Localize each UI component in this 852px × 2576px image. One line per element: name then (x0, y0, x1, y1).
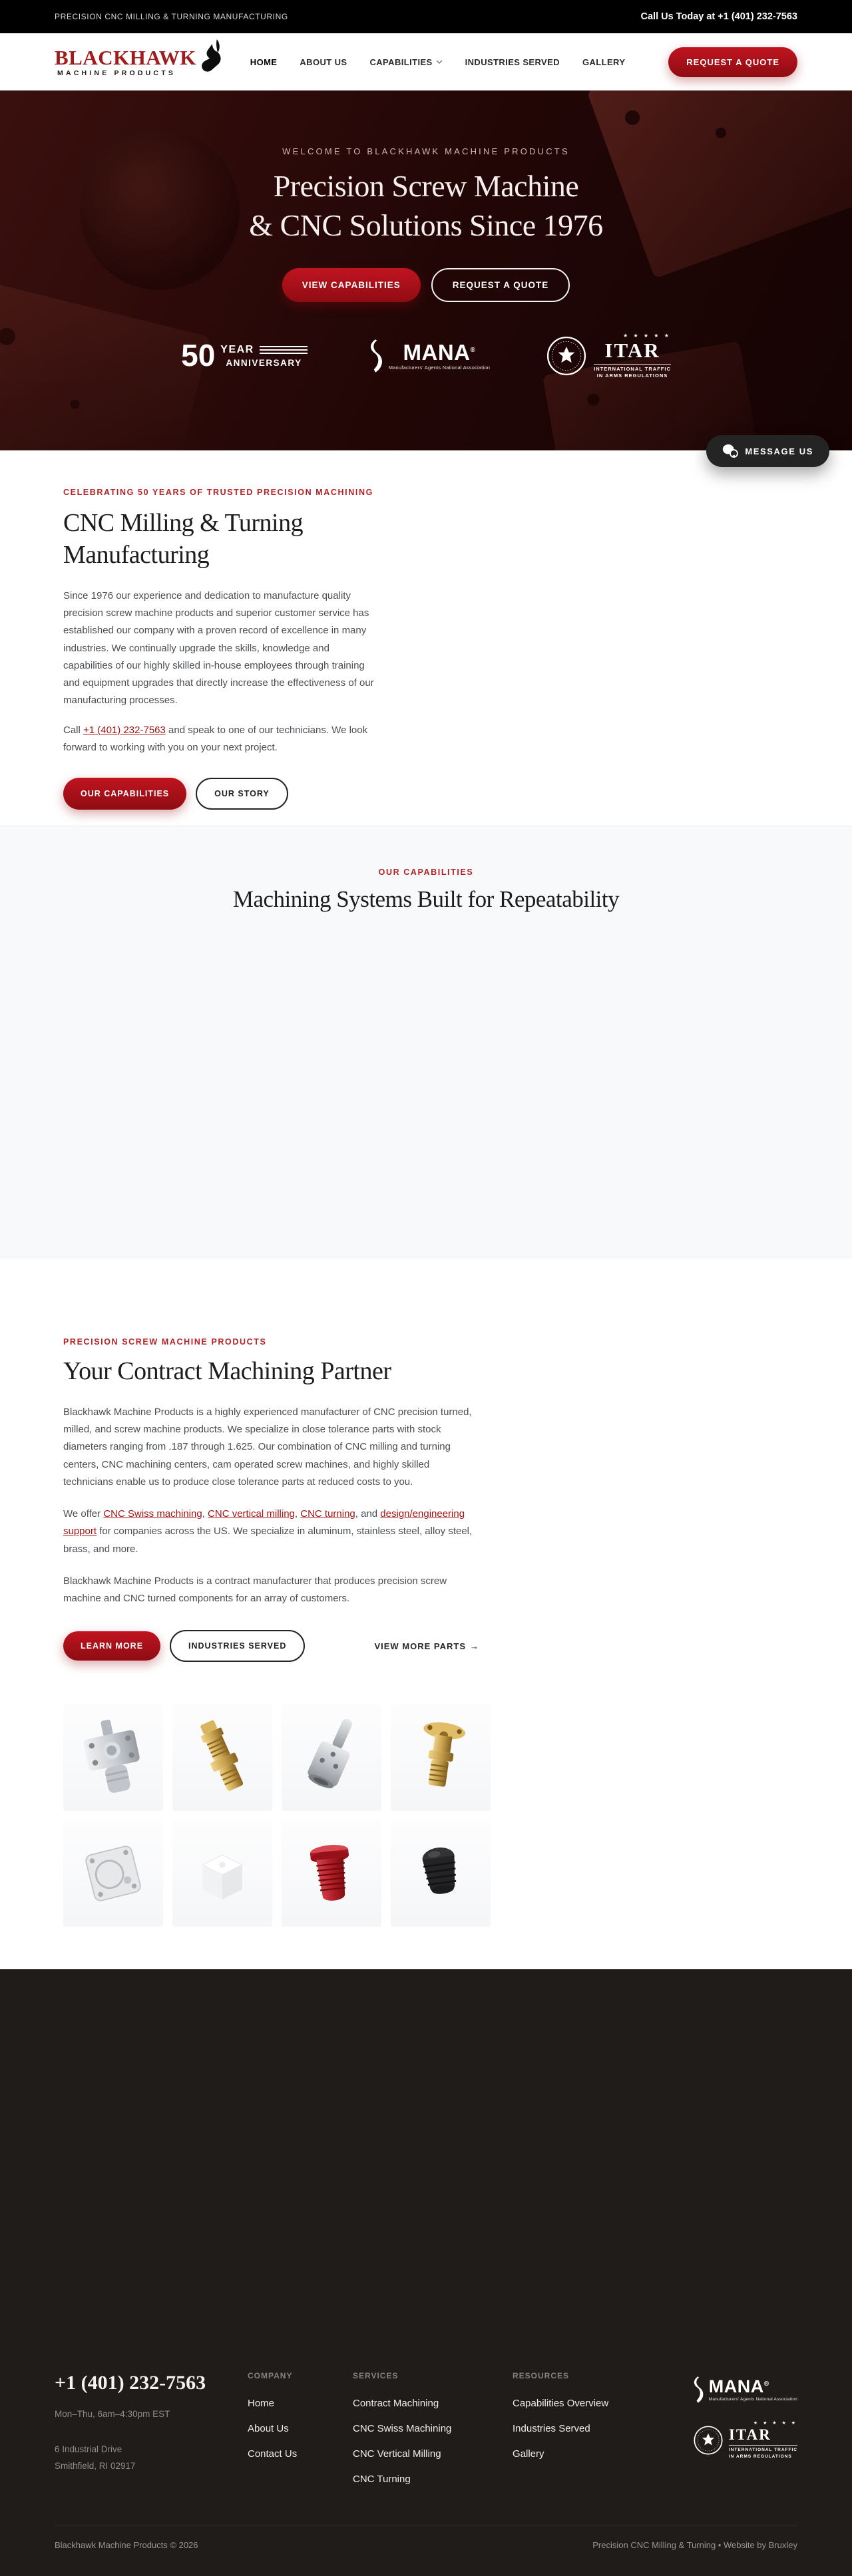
footer-company-heading: COMPANY (248, 2371, 293, 2380)
site-tagline: PRECISION CNC MILLING & TURNING MANUFACTURING (55, 12, 288, 21)
hero-section (0, 90, 852, 450)
cnc-swiss-machining-link[interactable]: CNC Swiss machining (103, 1508, 202, 1520)
footer-column-resources (513, 2372, 679, 2499)
mana-swoosh-icon (688, 2376, 704, 2404)
top-bar (0, 0, 852, 33)
message-us-label: MESSAGE US (745, 446, 813, 456)
footer-link-cnc-swiss-machining[interactable]: CNC Swiss Machining (353, 2423, 452, 2434)
copyright-text: Blackhawk Machine Products © 2026 (55, 2540, 198, 2550)
hero-title-line2: & CNC Solutions Since 1976 (249, 208, 603, 242)
footer-contact-block (55, 2372, 248, 2499)
itar-seal-icon (546, 335, 587, 377)
hero-request-a-quote-button[interactable]: REQUEST A QUOTE (431, 268, 570, 302)
brand-logo[interactable] (55, 44, 226, 80)
partner-paragraph-3: Blackhawk Machine Products is a contract manufacturer that produces precision screw machine and CNC turned components for an array of customers. (63, 1575, 447, 1605)
hero-eyebrow: WELCOME TO BLACKHAWK MACHINE PRODUCTS (282, 146, 570, 156)
partner-paragraph-1: Blackhawk Machine Products is a highly experienced manufacturer of CNC precision turned, milled, and screw machine products. We specialize in close tolerance parts with stock diameters ranging from .187 through 1.625. Our combination of CNC milling and turning centers, CNC machining centers, cam operated screw machines, and highly skilled technicians enable us to produce close tolerance parts at reduced costs to you. (63, 1406, 472, 1488)
footer-resources-heading: RESOURCES (513, 2371, 570, 2380)
anniversary-number: 50 (181, 338, 216, 373)
partner-eyebrow: PRECISION SCREW MACHINE PRODUCTS (63, 1337, 267, 1347)
design-engineering-support-link[interactable]: design/engineering support (63, 1508, 465, 1537)
itar-subtitle-line2: IN ARMS REGULATIONS (728, 2454, 792, 2459)
footer-mana-logo (688, 2376, 797, 2404)
intro-paragraph: Since 1976 our experience and dedication to manufacture quality precision screw machine products and superior customer service has established our company with a proven record of excellence in many industries. We continually upgrade the skills, knowledge and capabilities of our highly skilled in-house employees through training and equipment upgrades that directly increase the effectiveness of our manufacturing processes. (63, 589, 374, 707)
product-image-red-threaded-cap (282, 1820, 381, 1927)
mana-tagline: Manufacturers' Agents National Association (388, 365, 491, 371)
nav-item-about-us[interactable]: ABOUT US (300, 57, 347, 67)
footer-bottom-bar (55, 2525, 797, 2550)
partner-paragraph-2: We offer CNC Swiss machining, CNC vertical milling, CNC turning, and design/engineering support for companies across the US. We specialize in aluminum, stainless steel, alloy steel, brass, and more. (63, 1508, 473, 1555)
our-story-button[interactable]: OUR STORY (196, 778, 288, 810)
footer-phone-link[interactable]: +1 (401) 232-7563 (55, 2372, 206, 2394)
nav-item-capabilities[interactable]: CAPABILITIES (369, 57, 442, 67)
footer-column-services (353, 2372, 513, 2499)
footer-link-contact-us[interactable]: Contact Us (248, 2448, 298, 2460)
itar-wordmark: ITAR (728, 2426, 771, 2444)
call-label: Call Us Today at (640, 11, 718, 22)
product-image-brass-threaded-fitting (172, 1704, 272, 1811)
mana-wordmark: MANA® (708, 2376, 769, 2396)
credit-text: Precision CNC Milling & Turning • Website by Bruxley (592, 2540, 797, 2550)
intro-eyebrow: CELEBRATING 50 YEARS OF TRUSTED PRECISION MACHINING (63, 488, 373, 497)
view-capabilities-button[interactable]: VIEW CAPABILITIES (282, 268, 421, 302)
footer-itar-logo (693, 2421, 797, 2459)
product-image-aluminum-mounting-plate (63, 1820, 163, 1927)
intro-title: CNC Milling & Turning Manufacturing (63, 509, 304, 569)
cnc-turning-link[interactable]: CNC turning (300, 1508, 355, 1520)
cnc-milling-intro-section (0, 450, 852, 826)
footer-link-capabilities-overview[interactable]: Capabilities Overview (513, 2398, 609, 2409)
itar-seal-icon (693, 2425, 724, 2456)
request-a-quote-button[interactable]: REQUEST A QUOTE (668, 47, 797, 77)
footer-link-cnc-turning[interactable]: CNC Turning (353, 2474, 411, 2485)
itar-stars: ★ ★ ★ ★ ★ (753, 2421, 797, 2426)
cnc-vertical-milling-link[interactable]: CNC vertical milling (208, 1508, 295, 1520)
partner-title: Your Contract Machining Partner (63, 1357, 391, 1385)
footer-link-gallery[interactable]: Gallery (513, 2448, 544, 2460)
footer-column-company (248, 2372, 353, 2499)
footer-grid (0, 2372, 852, 2499)
hero-title-line1: Precision Screw Machine (273, 169, 579, 203)
footer-address-line1: 6 Industrial Drive (55, 2444, 122, 2454)
call-us-today (641, 11, 797, 22)
itar-subtitle-line1: INTERNATIONAL TRAFFIC (594, 364, 671, 373)
itar-subtitle-line1: INTERNATIONAL TRAFFIC (729, 2445, 797, 2452)
phone-link[interactable]: +1 (401) 232-7563 (83, 724, 166, 736)
our-capabilities-button[interactable]: OUR CAPABILITIES (63, 778, 186, 810)
intro-buttons (63, 778, 852, 810)
footer-link-about-us[interactable]: About Us (248, 2423, 289, 2434)
mana-wordmark: MANA® (403, 340, 476, 365)
view-more-parts-link[interactable]: VIEW MORE PARTS → (374, 1641, 479, 1651)
anniversary-lines-icon (260, 346, 308, 354)
intro-call-paragraph: Call +1 (401) 232-7563 and speak to one of our technicians. We look forward to working with you on your next project. (63, 724, 368, 753)
partner-buttons (63, 1630, 479, 1662)
chat-bubbles-icon (722, 444, 738, 458)
capabilities-eyebrow: OUR CAPABILITIES (378, 868, 474, 877)
nav-menu (250, 57, 626, 67)
itar-logo-badge (546, 333, 671, 379)
product-image-white-plastic-block (172, 1820, 272, 1927)
product-grid (63, 1704, 491, 1927)
industries-served-button[interactable]: INDUSTRIES SERVED (170, 1630, 305, 1662)
nav-item-industries-served[interactable]: INDUSTRIES SERVED (465, 57, 560, 67)
footer-services-heading: SERVICES (353, 2371, 399, 2380)
topbar-phone-link[interactable]: +1 (401) 232-7563 (718, 11, 797, 22)
anniversary-year-label: YEAR (220, 343, 254, 355)
footer-address-line2: Smithfield, RI 02917 (55, 2460, 136, 2471)
hero-buttons (0, 268, 852, 302)
main-navigation (0, 33, 852, 90)
mana-tagline: Manufacturers' Agents National Association (708, 2396, 797, 2402)
arrow-right-icon: → (470, 1641, 479, 1651)
product-image-brass-flange-fitting (391, 1704, 491, 1811)
mana-swoosh-icon (363, 339, 383, 373)
footer-section (0, 1969, 852, 2576)
brand-text (55, 47, 196, 77)
capabilities-title: Machining Systems Built for Repeatability (232, 886, 620, 912)
footer-address (55, 2442, 248, 2475)
footer-link-cnc-vertical-milling[interactable]: CNC Vertical Milling (353, 2448, 441, 2460)
contract-machining-section (0, 1257, 852, 1969)
anniversary-label: ANNIVERSARY (226, 357, 302, 368)
itar-wordmark: ITAR (604, 338, 660, 362)
product-image-steel-adapter-sleeve (282, 1704, 381, 1811)
hawk-icon (198, 39, 226, 80)
chevron-down-icon (436, 60, 443, 65)
learn-more-button[interactable]: LEARN MORE (63, 1631, 160, 1661)
itar-subtitle-line2: IN ARMS REGULATIONS (596, 373, 668, 379)
brand-subtitle: MACHINE PRODUCTS (57, 69, 176, 77)
hero-title (0, 167, 852, 245)
hero-badges (0, 333, 852, 379)
product-image-black-ribbed-knob (391, 1820, 491, 1927)
nav-item-home[interactable]: HOME (250, 57, 278, 67)
brand-name: BLACKHAWK (55, 45, 196, 69)
footer-hours: Mon–Thu, 6am–4:30pm EST (55, 2409, 170, 2419)
message-us-button[interactable] (706, 435, 829, 467)
footer-logos (679, 2372, 797, 2499)
50-year-anniversary-badge (181, 338, 308, 373)
capabilities-section (0, 826, 852, 1257)
nav-item-gallery[interactable]: GALLERY (582, 57, 626, 67)
itar-stars: ★ ★ ★ ★ ★ (623, 332, 671, 339)
footer-link-industries-served[interactable]: Industries Served (513, 2423, 590, 2434)
hero-content (0, 90, 852, 379)
footer-link-home[interactable]: Home (248, 2398, 275, 2409)
mana-logo-badge (363, 339, 490, 373)
footer-link-contract-machining[interactable]: Contract Machining (353, 2398, 439, 2409)
product-image-silver-flange-connector (63, 1704, 163, 1811)
